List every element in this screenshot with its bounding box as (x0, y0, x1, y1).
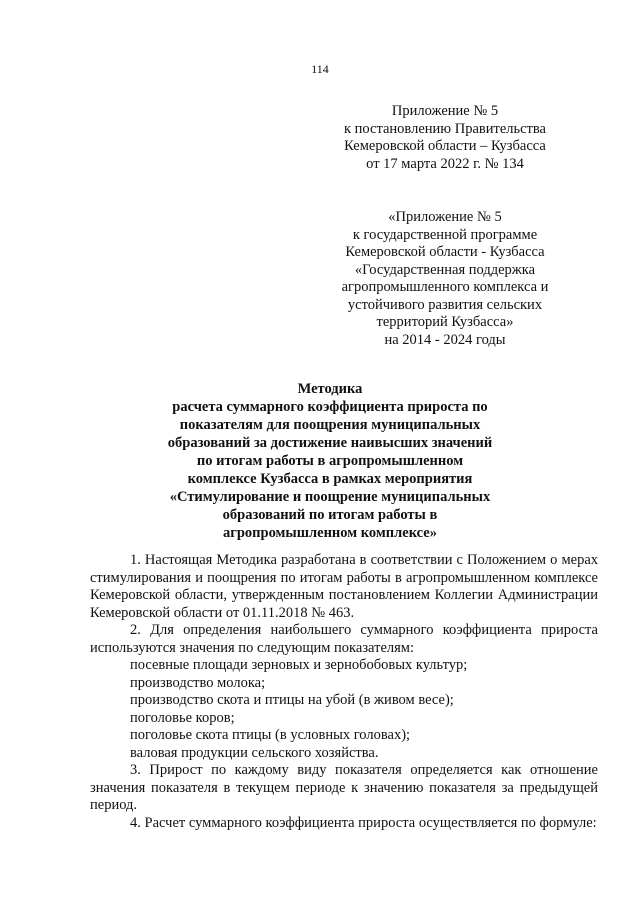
appendix-line: устойчивого развития сельских (347, 296, 543, 313)
title-line: комплексе Кузбасса в рамках мероприятия (187, 471, 473, 487)
appendix-line: от 17 марта 2022 г. № 134 (366, 155, 524, 172)
list-item: валовая продукции сельского хозяйства. (130, 744, 379, 761)
document-title (100, 380, 560, 542)
appendix-line: «Приложение № 5 (388, 209, 502, 225)
appendix-line: к постановлению Правительства (344, 120, 546, 137)
paragraph-3: 3. Прирост по каждому виду показателя определяется как отношение значения показателя в текущем периоде к значению показателя за предыдущей период. (90, 762, 598, 813)
paragraph-4: 4. Расчет суммарного коэффициента прироста осуществляется по формуле: (130, 814, 597, 831)
list-item: поголовье скота птицы (в условных головах); (130, 727, 411, 743)
appendix-line: на 2014 - 2024 годы (384, 331, 506, 348)
indicator-list (90, 657, 598, 762)
title-line: «Стимулирование и поощрение муниципальных (169, 489, 491, 505)
title-line: Методика (297, 381, 363, 397)
list-item: производство скота и птицы на убой (в живом весе); (130, 692, 454, 708)
appendix-header-resolution (300, 103, 590, 173)
page-number: 114 (311, 62, 329, 76)
appendix-line: «Государственная поддержка (354, 261, 536, 278)
title-line: образований за достижение наивысших значений (167, 435, 493, 451)
list-item: поголовье коров; (130, 709, 235, 726)
appendix-line: агропромышленного комплекса и (341, 279, 549, 295)
title-line: показателям для поощрения муниципальных (179, 417, 481, 433)
appendix-line: территорий Кузбасса» (376, 314, 514, 330)
document-body (90, 552, 598, 832)
paragraph-1: 1. Настоящая Методика разработана в соответствии с Положением о мерах стимулирования и поощрения по итогам работы в агропромышленном комплексе Кемеровской области, утвержденным постановлением Коллегии Администрации Кемеровской области от 01.11.2018 № 463. (90, 552, 598, 621)
title-line: расчета суммарного коэффициента прироста по (172, 399, 488, 415)
list-item: производство молока; (130, 674, 266, 691)
title-line: по итогам работы в агропромышленном (196, 453, 464, 469)
title-line: образований по итогам работы в (222, 507, 438, 523)
appendix-line: Кемеровской области - Кузбасса (345, 244, 545, 260)
appendix-line: Кемеровской области – Кузбасса (344, 138, 546, 154)
appendix-line: Приложение № 5 (391, 103, 499, 119)
appendix-header-program (300, 209, 590, 349)
list-item: посевные площади зерновых и зернобобовых культур; (130, 657, 468, 673)
title-line: агропромышленном комплексе» (223, 525, 437, 541)
appendix-line: к государственной программе (352, 226, 538, 243)
paragraph-2: 2. Для определения наибольшего суммарного коэффициента прироста используются значения по следующим показателям: (90, 622, 598, 656)
